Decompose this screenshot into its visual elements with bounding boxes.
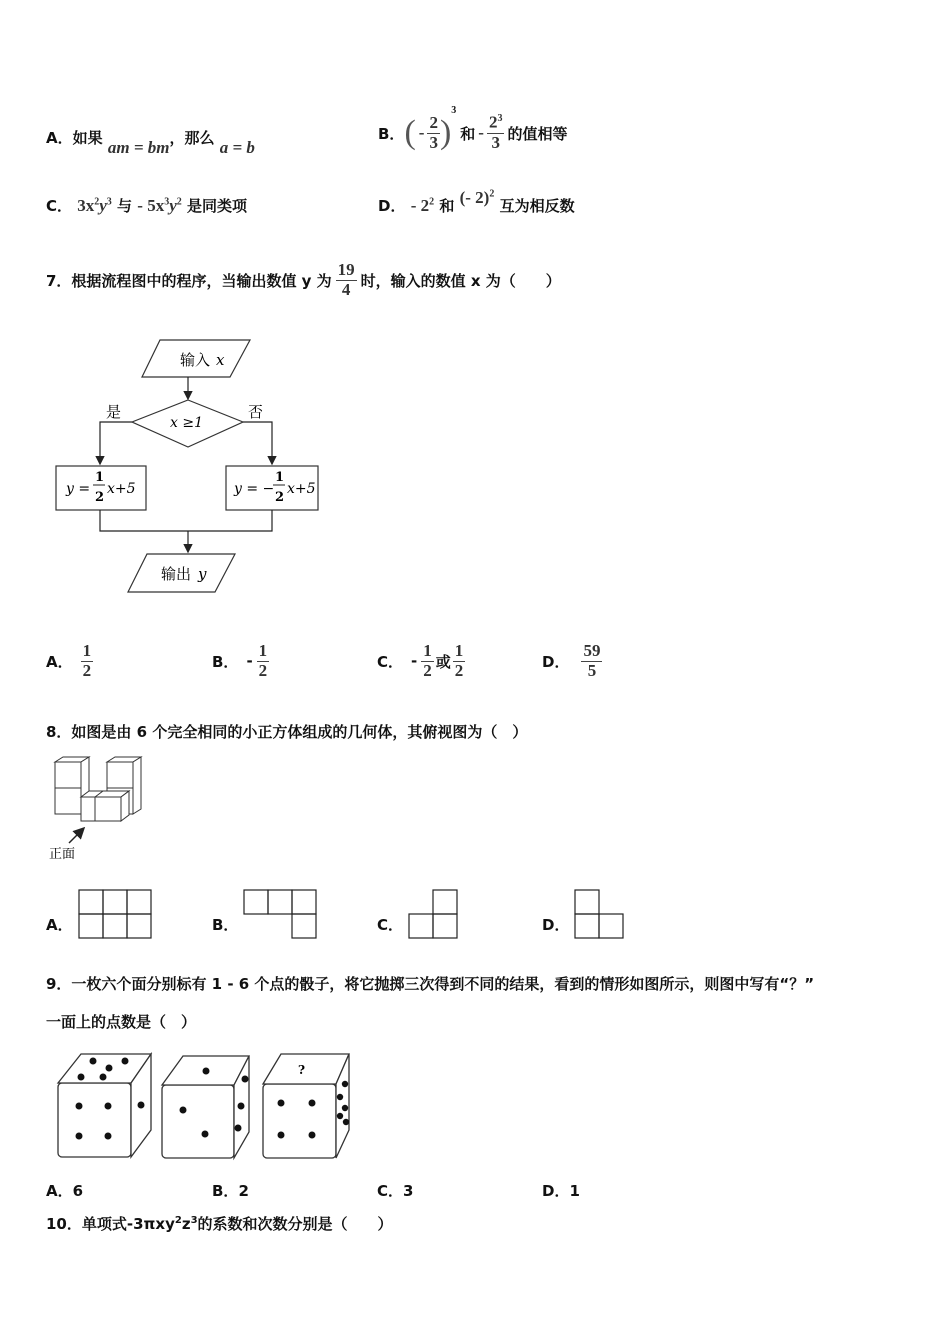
q9-option-a: A．6: [46, 1182, 84, 1200]
svg-text:1: 1: [95, 470, 105, 485]
flow-cond: x ≥1: [170, 415, 203, 431]
q9-option-d: D．1: [542, 1182, 580, 1200]
svg-text:x+5: x+5: [287, 481, 316, 497]
svg-text:y = −: y = −: [234, 481, 275, 497]
svg-text:1: 1: [275, 470, 285, 485]
q7-stem: 7．根据流程图中的程序，当输出数值 y 为 $\frac{19}{4}$ 时，输入的数值 x 为（ ）: [46, 259, 561, 299]
q8-option-a-letter: A．: [46, 916, 73, 934]
flow-input-var: x: [216, 351, 225, 369]
q8-option-a-figure: [78, 889, 153, 941]
flow-no: 否: [248, 403, 264, 421]
svg-text:y =: y =: [66, 481, 91, 497]
q8-stem: 8．如图是由 6 个完全相同的小正方体组成的几何体，其俯视图为（ ）: [46, 723, 528, 741]
front-label: 正面: [49, 847, 76, 862]
flow-output-var: y: [198, 565, 207, 583]
q6-option-c: C． $3x^2y^3$ 与 - $5x^3y^2$ 是同类项: [46, 196, 247, 215]
q9-stem-line1: 9．一枚六个面分别标有 1 - 6 个点的骰子，将它抛掷三次得到不同的结果，看到的情形如图所示，则图中写有“？”: [46, 975, 815, 993]
q10-stem: 10．单项式$-3\pi xy^2z^3$的系数和次数分别是（ ）: [46, 1215, 393, 1233]
q7-option-d: D． $\frac{59}{5}$: [542, 640, 601, 680]
q6-option-a: A．如果 am = bm，那么 a = b: [46, 129, 255, 157]
q8-option-b-figure: [243, 889, 318, 941]
q8-option-d-figure: [574, 889, 629, 941]
flow-input-label: 输入: [180, 351, 211, 369]
q9-option-b: B．2: [212, 1182, 249, 1200]
q8-solid-figure: [45, 755, 155, 865]
q8-option-c-figure: [408, 889, 463, 941]
q7-option-a: A． $\frac{1}{2}$: [46, 640, 92, 680]
q7-option-b: B． - $\frac{1}{2}$: [212, 640, 268, 680]
svg-text:x+5: x+5: [107, 481, 136, 497]
question-mark: ?: [298, 1063, 306, 1077]
svg-text:2: 2: [275, 490, 285, 505]
svg-text:2: 2: [95, 490, 105, 505]
q8-option-d-letter: D．: [542, 916, 570, 934]
flow-output-label: 输出: [161, 565, 192, 583]
q9-dice-figure: [55, 1050, 365, 1162]
flowchart: [50, 335, 330, 600]
flow-yes: 是: [106, 403, 122, 421]
q9-option-c: C．3: [377, 1182, 414, 1200]
q8-option-b-letter: B．: [212, 916, 239, 934]
q7-option-c: C． - $\frac{1}{2}$ 或 $\frac{1}{2}$: [377, 640, 464, 680]
q6-option-b: B． ( - $\frac{2}{3}$ ) $^3$ 和 - $\frac{2^3}{3}$ 的值相等: [378, 105, 568, 152]
q8-option-c-letter: C．: [377, 916, 404, 934]
q9-stem-line2: 一面上的点数是（ ）: [46, 1013, 197, 1031]
q6-option-d: D． - $2^2$ 和 (- 2)$^2$ 互为相反数: [378, 188, 575, 215]
